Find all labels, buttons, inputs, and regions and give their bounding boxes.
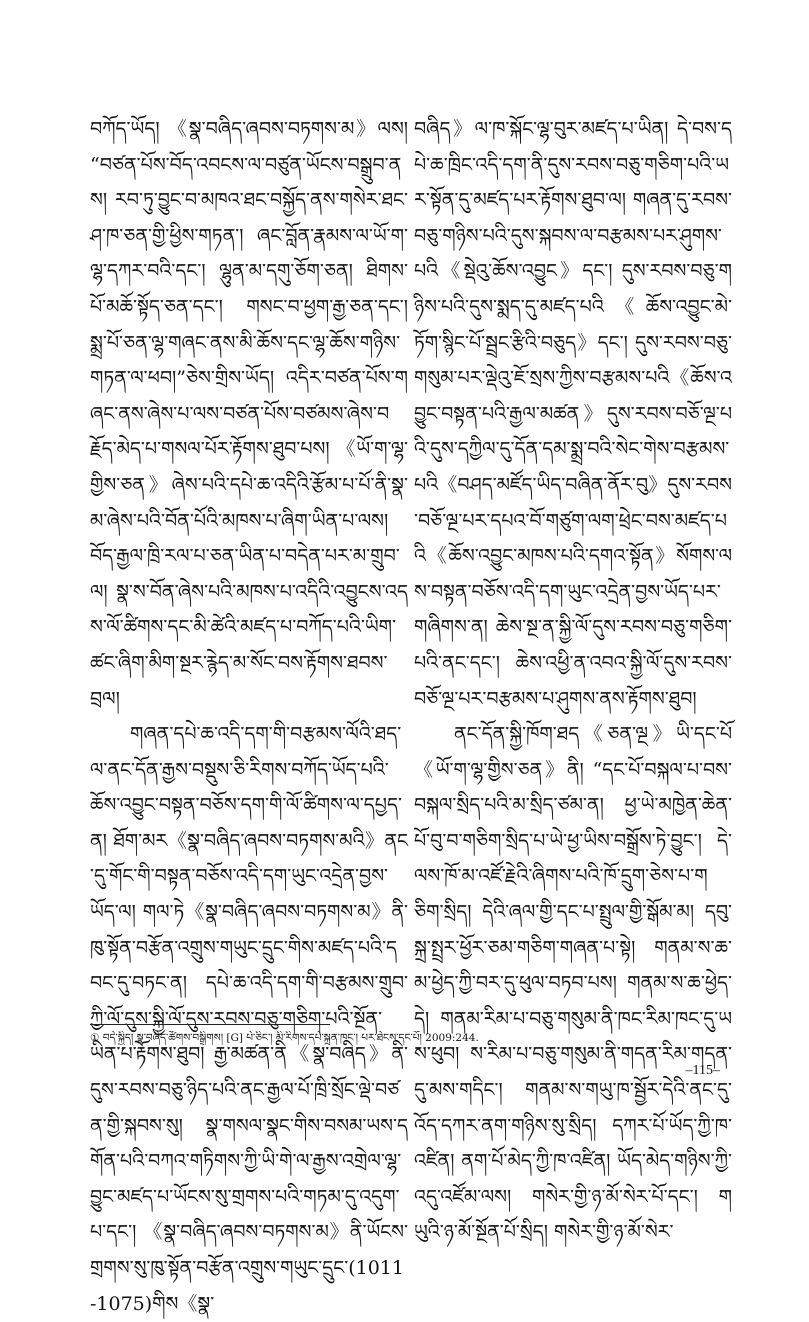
page-number: –115– (685, 1063, 720, 1078)
footnote: ① བདེ་སྐྱིད། སྣ་བཞིད་ཚོགས་བསྒྲིགས། [G] པེ་ཅིང་། མི་རིགས་དཔེ་སྐྲུན་ཁང་། པར་ཐེངས་དང་པོ། 2009:244. (90, 1032, 479, 1044)
footnote-divider (90, 1024, 330, 1025)
right-text-column (414, 112, 732, 1251)
left-text-column (90, 112, 408, 1322)
body-paragraph: བཞིད》ལ་ཁ་སྐོང་ལྷ་བུར་མཛད་པ་ཡིན། དེ་བས་དཔེ་ཆ་ཁྲིང་འདི་དག་ནི་དུས་རབས་བཅུ་གཅིག་པའི་ཡར་སྟོན་དུ་མཛད་པར་རྟོགས་ཐུབ་ལ། གཞན་དུ་རབས་བཅུ་གཉིས་པའི་དུས་སྐབས་ལ་བརྩམས་པར་ཤུགས་པའི《སྡེའུ་ཆོས་འབྱུང》དང་། དུས་རབས་བཅུ་གཉིས་པའི་དུས་སྨད་དུ་མཛད་པའི《ཆོས་འབྱུང་མེ་ཏོག་སྙིང་པོ་སྦྲང་རྩིའི་བཅུད》དང་། དུས་རབས་བཅུ་གསུམ་པར་ལྡེའུ་ཇོ་སྲས་ཀྱིས་བརྩམས་པའི《ཆོས་འབྱུང་བསྟན་པའི་རྒྱལ་མཚན》དུས་རབས་བཅོ་ལྔ་པའི་དུས་དཀྱིལ་དུ་དོན་དམ་སྨྲ་བའི་སེང་གེས་བརྩམས་པའི《བཤད་མཛོད་ཡིད་བཞིན་ནོར་བུ》དུས་རབས་བཅོ་ལྔ་པར་དཔའ་བོ་གཙུག་ལག་ཕྲེང་བས་མཛད་པའི《ཆོས་འབྱུང་མཁས་པའི་དགའ་སྟོན》སོགས་ལས་བསྟན་བཅོས་འདི་དག་ཡུང་འདྲེན་བྱས་ཡོད་པར་གཞིགས་ན། ཆེས་སྔ་ན་སྐྱི་ལོ་དུས་རབས་བཅུ་གཅིག་པའི་ནང་དང་། ཆེས་འཕྱི་ན་འབའ་སྐྱི་ལོ་དུས་རབས་བཅོ་ལྔ་པར་བརྩམས་པ་ཤུགས་ནས་རྟོགས་ཐུབ། (414, 118, 732, 710)
body-paragraph: བཀོད་ཡོད། 《སྣ་བཞིད་ཞབས་བཏགས་མ》ལས། “བཙན་པོས་བོད་འབངས་ལ་བཙུན་ཡོངས་བསྒྲུབ་ནས། རབ་ཏུ་བྱུང་བ་མཁའ་ཐང་བསྐྱོད་ནས་གསེར་ཐང་ཤ་ཁ་ཅན་གྱི་ཕྱིས་གཏན་། ཞང་བློན་རྣམས་ལ་ཡོ་ག་ལྷ་དཀར་བའི་དང་། ལྷུན་མ་དགུ་ཅོག་ཅན། ཐིགས་པོ་མཆོ་སྟོད་ཅན་དང་། གསང་བ་ཕྱག་རྒྱ་ཅན་དང་། སྨྲ་པོ་ཅན་ལྷ་གཞང་ནས་མི་ཆོས་དང་ལྷ་ཆོས་གཉིས་གཏན་ལ་ཕབ།”ཅེས་གྲིས་ཡོད། འདིར་བཙན་པོས་གཞང་ནས་ཞེས་པ་ལས་བཙན་པོས་བཙམས་ཞེས་བརྗོད་མེད་པ་གསལ་པོར་རྟོགས་ཐུབ་པས། 《ཡོ་ག་ལྷ་གྱིས་ཅན》ཞེས་པའི་དཔེ་ཆ་འདིའི་རྩོམ་པ་པོ་ནི་སྣ་མ་ཞེས་པའི་བོན་པོའི་མཁས་པ་ཞིག་ཡིན་པ་ལས། བོད་རྒྱལ་ཁྲི་རལ་པ་ཅན་ཡིན་པ་བདེན་པར་མ་གྲུབ་ལ། སྣ་ས་བོན་ཞེས་པའི་མཁས་པ་འདིའི་འབྱུངས་འདས་ལོ་ཚིགས་དང་མི་ཚེའི་མཛད་པ་བཀོད་པའི་ཡིག་ཚང་ཞིག་མིག་སྔར་རྙེད་མ་སོང་བས་རྟོགས་ཐབས་བྲལ། (90, 118, 408, 710)
body-paragraph: ནང་དོན་སྐྱི་ཁོག་ཐད《ཅན་ལྔ》ཡི་དང་པོ《ཡོ་ག་ལྷ་གྱིས་ཅན》ནི། “དང་པོ་བསྐལ་པ་བས་བསྐལ་སྲིད་པའི་མ་སྲིད་ཙམ་ན། ཕྱ་ཡེ་མཁྱེན་ཆེན་པོ་བུ་བ་གཅིག་སྲིད་པ་ཡེ་ཕྱ་ཡིས་བསྒྲོས་ཏེ་བྱུང་། དེ་ལས་ཁོ་མ་འཛོ་རྗེའི་ཞིགས་པའི་ཁོ་དྲུག་ཅེས་པ་གཅིག་སྲིད། དེའི་ཞལ་གྱི་དང་པ་སྤྲུལ་གྱི་སྒོམ་མ། དབུ་སྐྲ་སྤྲར་ཕྱོར་ཅམ་གཅིག་གཞན་པ་སྟེ། གནམ་ས་ཆ་མ་ཕྱེད་ཀྱི་བར་དུ་ཕུལ་བཏབ་པས། གནམ་ས་ཆ་ཕྱེད་དེ། གནམ་རིམ་པ་བཅུ་གསུམ་ནི་ཁང་རིམ་ཁང་དུ་ཡས་ཕུབ། ས་རིམ་པ་བཅུ་གསུམ་ནི་གདན་རིམ་གདན་དུ་མས་གདིང་། གནམ་ས་གཡུ་ཁ་སྦྱོར་དེའི་ནང་དུ་འོད་དཀར་ནག་གཉིས་སུ་སྲིད། དཀར་པོ་ཡོད་ཀྱི་ཁ་འཛིན། ནག་པོ་མེད་ཀྱི་ཁ་འཛིན། ཡོད་མེད་གཉིས་ཀྱི་འདུ་འཛོམ་ལས། གསེར་གྱི་ཉ་མོ་སེར་པོ་དང་། གཡུའི་ཉ་མོ་སྔོན་པོ་སྲིད། གསེར་གྱི་ཉ་མོ་སེར་ (414, 723, 732, 1244)
body-paragraph: གཞན་དཔེ་ཆ་འདི་དག་གི་བརྩམས་ལོའི་ཐད་ལ་ནང་དོན་རྒྱས་བསྡུས་ཅི་རིགས་བཀོད་ཡོད་པའི་ཆོས་འབྱུང་བསྟན་བཅོས་དག་གི་ལོ་ཚིགས་ལ་དཔྱད་ན། ཐོག་མར《སྣ་བཞིད་ཞབས་བཏགས་མའི》ནང་དུ་གོང་གི་བསྟན་བཅོས་འདི་དག་ཡུང་འདྲེན་བྱས་ཡོད་ལ། གལ་ཏེ《སྣ་བཞིད་ཞབས་བཏགས་མ》ནི་ཁུ་སྟོན་བརྩོན་འགྲུས་གཡུང་དྲུང་གིས་མཛད་པའི་དབང་དུ་བཏང་ན། དཔེ་ཆ་འདི་དག་གི་བརྩམས་གྲུབ་ཀྱི་ལོ་དུས་སྐྱི་ལོ་དུས་རབས་བཅུ་གཅིག་པའི་སྔོན་ཡིན་པ་རྟོགས་ཐུབ། རྒྱ་མཚན་ནི《སྣ་བཞིད》ནི་དུས་རབས་བཅུ་ཉིད་པའི་ནང་རྒྱལ་པོ་ཁྲི་སྲོང་ལྡེ་བཙན་གྱི་སྐབས་སུ། སྣ་གསལ་སྣང་གིས་བསམ་ཡས་དགོན་པའི་བཀའ་གཏིགས་ཀྱི་ཡི་གེ་ལ་རྒྱས་འགྲེལ་ལྷ་བྱུང་མཛད་པ་ཡོངས་སུ་གྲགས་པའི་གཏམ་དུ་འདུག་པ་དང་། 《སྣ་བཞིད་ཞབས་བཏགས་མ》ནི་ཡོངས་གྲགས་སུ་ཁུ་སྟོན་བརྩོན་འགྲུས་གཡུང་དྲུང་(1011-1075)གིས《སྣ་ (90, 723, 408, 1315)
